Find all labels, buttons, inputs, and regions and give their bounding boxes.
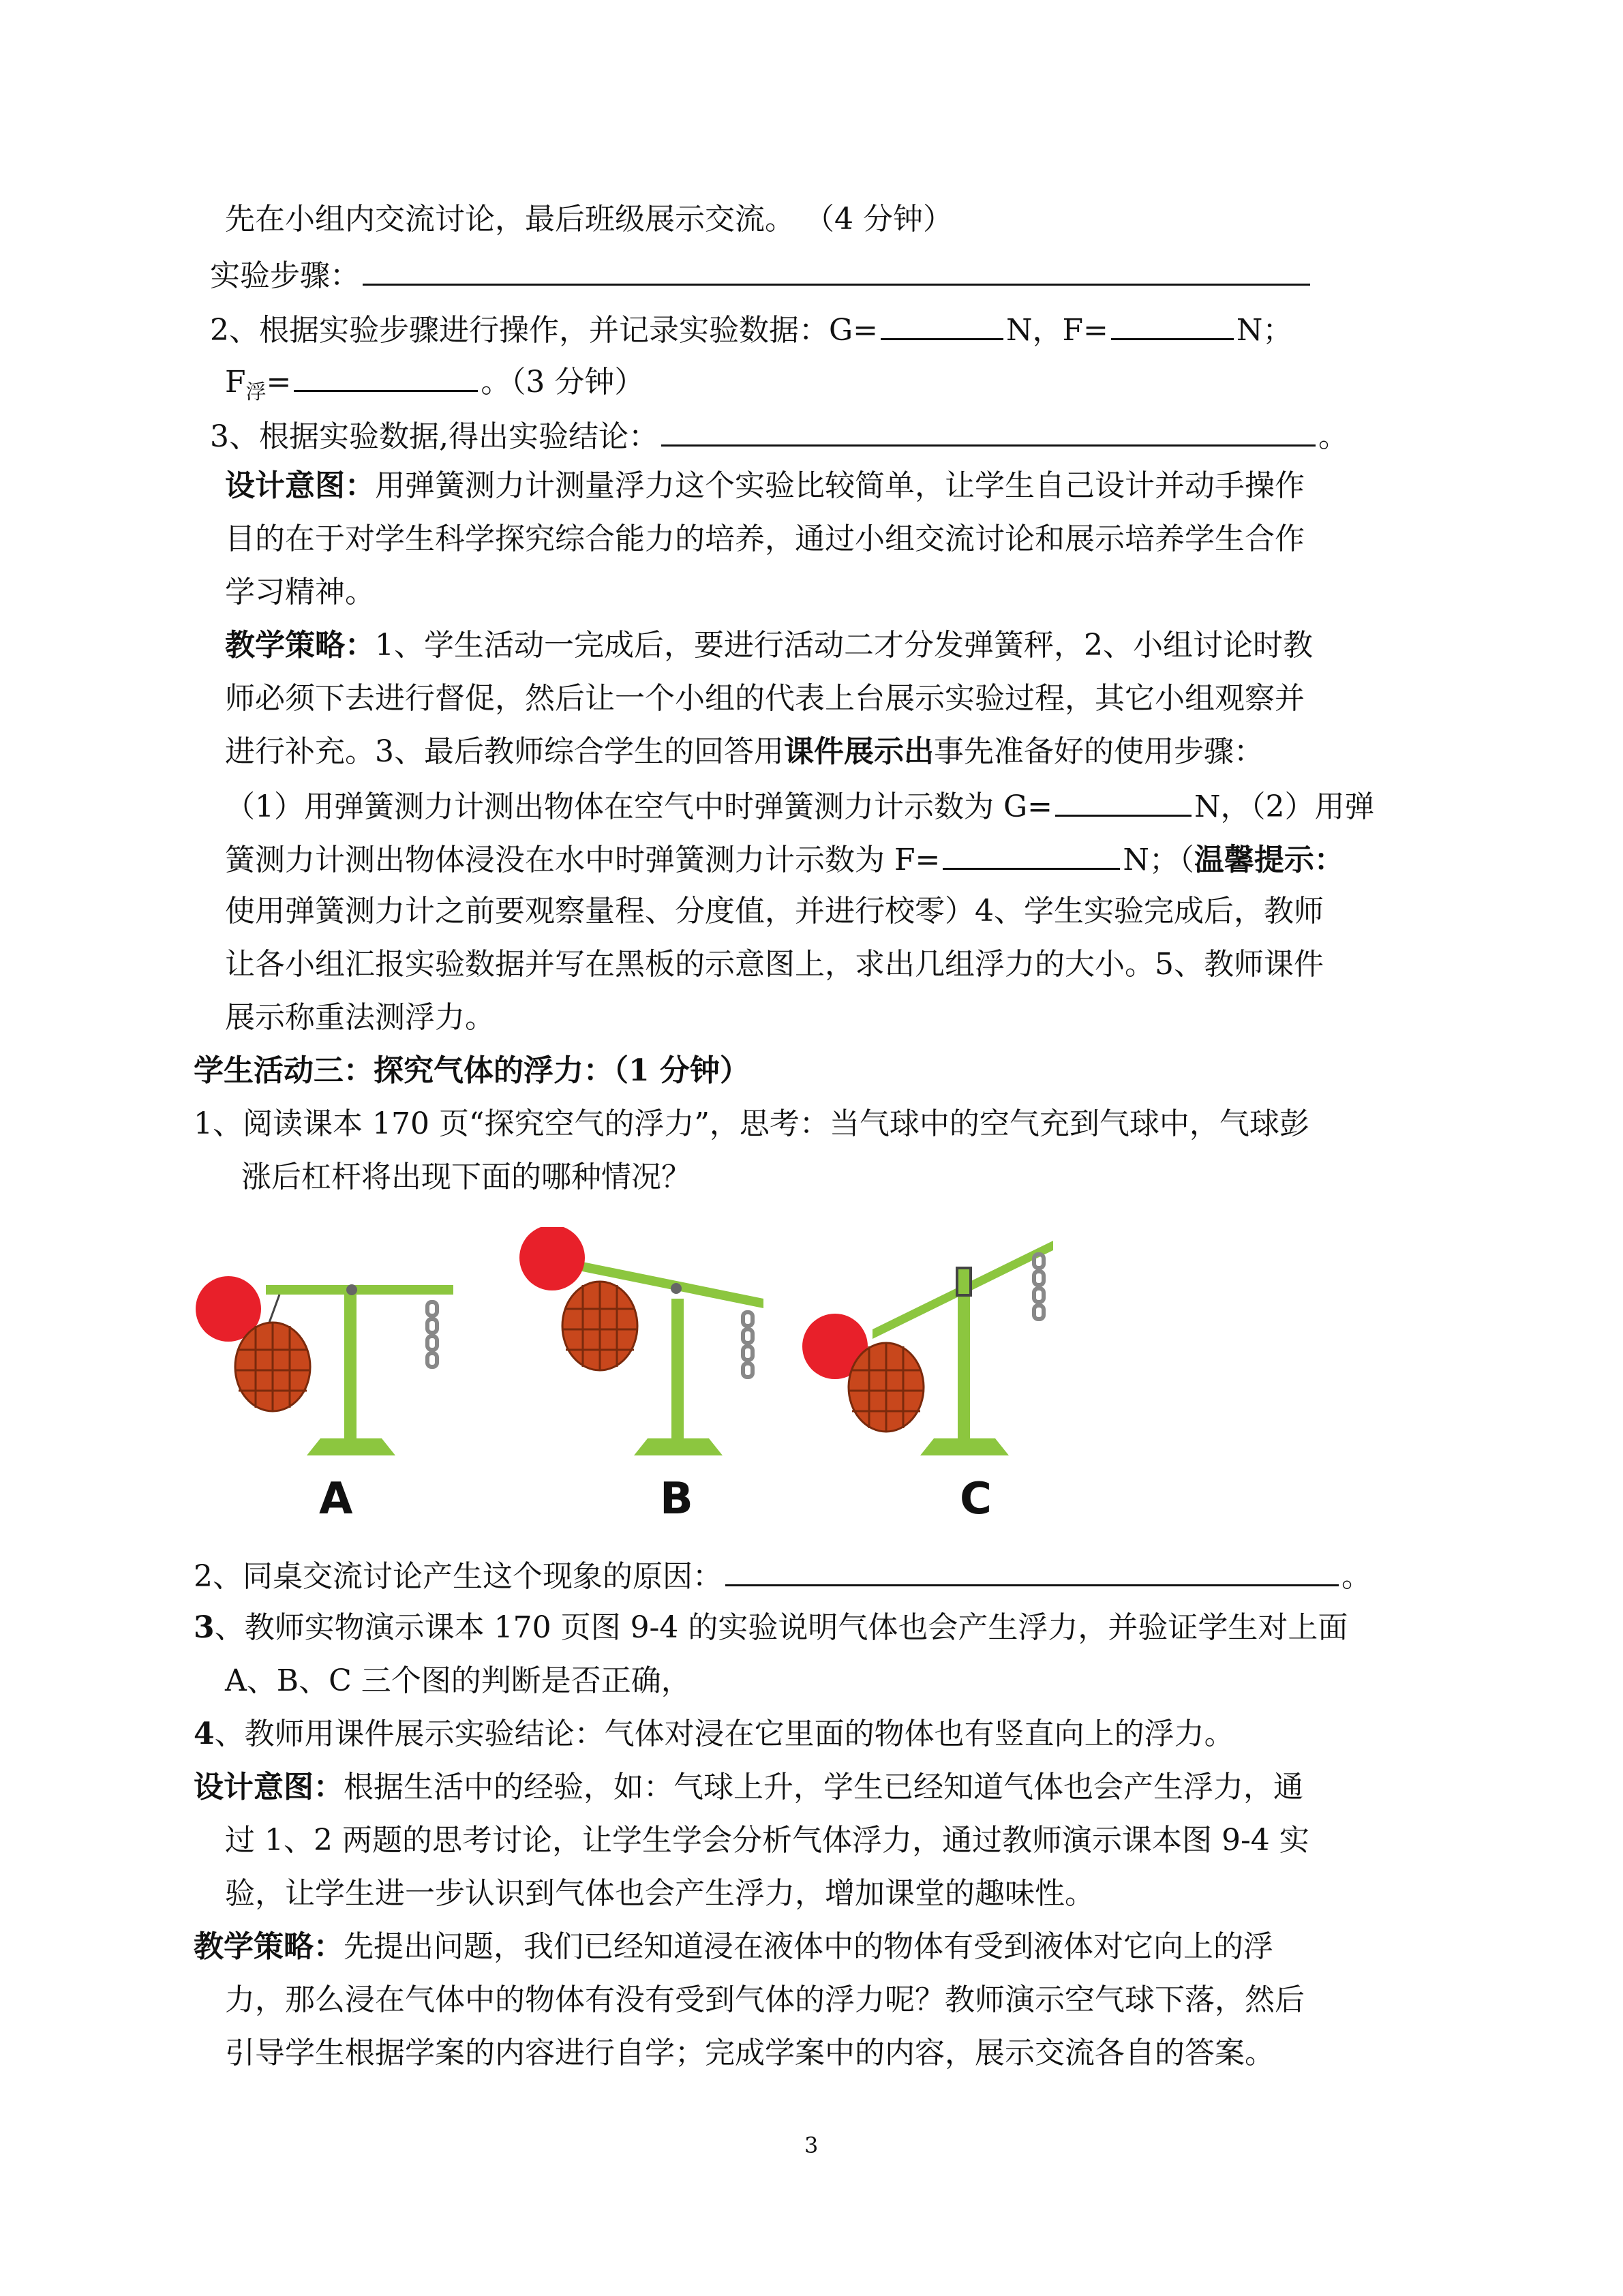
line-strategy-2: 师必须下去进行督促，然后让一个小组的代表上台展示实验过程，其它小组观察并 [225, 681, 1305, 716]
g-air-blank[interactable] [1055, 785, 1192, 817]
figure-b [519, 1227, 763, 1524]
line-question-2: 2、同桌交流讨论产生这个现象的原因： 。 [194, 1554, 1371, 1597]
figure-c [802, 1241, 1053, 1524]
line-experiment-steps: 实验步骤： [210, 254, 1313, 297]
line-buoyancy-value: $F_浮=$ 。（3 分钟） [225, 360, 644, 413]
label-b: B [660, 1474, 693, 1524]
line-strategy-4: （1）用弹簧测力计测出物体在空气中时弹簧测力计示数为 G= N，（2）用弹 [225, 785, 1375, 828]
pivot-icon [346, 1284, 357, 1295]
chain-icon [427, 1302, 437, 1367]
stand-post-icon [671, 1299, 684, 1438]
line-design-intent-b3: 验，让学生进一步认识到气体也会产生浮力，增加课堂的趣味性。 [225, 1876, 1095, 1911]
figure-a [196, 1276, 453, 1524]
activity-three-heading: 学生活动三：探究气体的浮力：（1 分钟） [194, 1053, 750, 1088]
line-strategy-3: 进行补充。3、最后教师综合学生的回答用课件展示出事先准备好的使用步骤： [225, 734, 1264, 769]
line-strategy-b1: 教学策略：先提出问题，我们已经知道浸在液体中的物体有受到液体对它向上的浮 [194, 1929, 1273, 1964]
g-value-blank[interactable] [881, 308, 1003, 340]
line-strategy-6: 使用弹簧测力计之前要观察量程、分度值，并进行校零）4、学生实验完成后，教师 [225, 894, 1324, 928]
line-design-intent-2: 目的在于对学生科学探究综合能力的培养，通过小组交流讨论和展示培养学生合作 [225, 522, 1305, 556]
line-design-intent-b1: 设计意图：根据生活中的经验，如：气球上升，学生已经知道气体也会产生浮力，通 [194, 1770, 1303, 1804]
line-design-intent-3: 学习精神。 [225, 575, 375, 609]
reason-blank[interactable] [725, 1554, 1339, 1586]
chain-icon [743, 1312, 753, 1377]
line-design-intent-b2: 过 1、2 两题的思考讨论，让学生学会分析气体浮力，通过教师演示课本图 9-4 实 [225, 1823, 1309, 1858]
line-group-discussion: 先在小组内交流讨论，最后班级展示交流。 （4 分钟） [225, 202, 953, 237]
line-question-4: 4、教师用课件展示实验结论：气体对浸在它里面的物体也有竖直向上的浮力。 [194, 1717, 1234, 1751]
line-strategy-7: 让各小组汇报实验数据并写在黑板的示意图上，求出几组浮力的大小。5、教师课件 [225, 947, 1324, 982]
line-question-1: 1、阅读课本 170 页“探究空气的浮力”，思考：当气球中的空气充到气球中，气球彭 [194, 1106, 1309, 1141]
line-design-intent-1: 设计意图：用弹簧测力计测量浮力这个实验比较简单，让学生自己设计并动手操作 [225, 468, 1305, 503]
stand-base-icon [920, 1438, 1009, 1455]
line-strategy-b3: 引导学生根据学案的内容进行自学；完成学案中的内容，展示交流各自的答案。 [225, 2036, 1275, 2070]
chain-icon [1034, 1254, 1044, 1319]
line-strategy-5: 簧测力计测出物体浸没在水中时弹簧测力计示数为 F= N；（温馨提示： [225, 838, 1344, 881]
conclusion-blank[interactable] [661, 414, 1316, 447]
f-value-blank[interactable] [1111, 308, 1234, 340]
stand-base-icon [634, 1438, 723, 1455]
label-a: A [319, 1474, 353, 1524]
line-strategy-8: 展示称重法测浮力。 [225, 1000, 495, 1035]
line-question-1b: 涨后杠杆将出现下面的哪种情况？ [241, 1160, 691, 1194]
stand-base-icon [307, 1438, 395, 1455]
line-strategy-1: 教学策略：1、学生活动一完成后，要进行活动二才分发弹簧秤，2、小组讨论时教 [225, 628, 1313, 663]
f-water-blank[interactable] [943, 838, 1120, 870]
page-number: 3 [804, 2132, 819, 2158]
line-question-3: 3、教师实物演示课本 170 页图 9-4 的实验说明气体也会产生浮力，并验证学生对上面 [194, 1610, 1348, 1645]
line-record-data: 2、根据实验步骤进行操作，并记录实验数据：G= N，F= N； [210, 308, 1292, 351]
buoyancy-blank[interactable] [294, 360, 478, 392]
pivot-icon [671, 1283, 682, 1294]
line-strategy-b2: 力，那么浸在气体中的物体有没有受到气体的浮力呢？教师演示空气球下落，然后 [225, 1982, 1305, 2017]
balloon-icon [519, 1227, 585, 1290]
line-question-3b: A、B、C 三个图的判断是否正确， [225, 1663, 691, 1698]
stand-post-icon [344, 1292, 357, 1438]
lever-beam-icon [266, 1285, 453, 1295]
balance-figure [191, 1227, 1070, 1527]
line-conclusion: 3、根据实验数据,得出实验结论： 。 [210, 414, 1348, 457]
label-c: C [960, 1474, 992, 1524]
experiment-steps-blank[interactable] [363, 254, 1310, 286]
